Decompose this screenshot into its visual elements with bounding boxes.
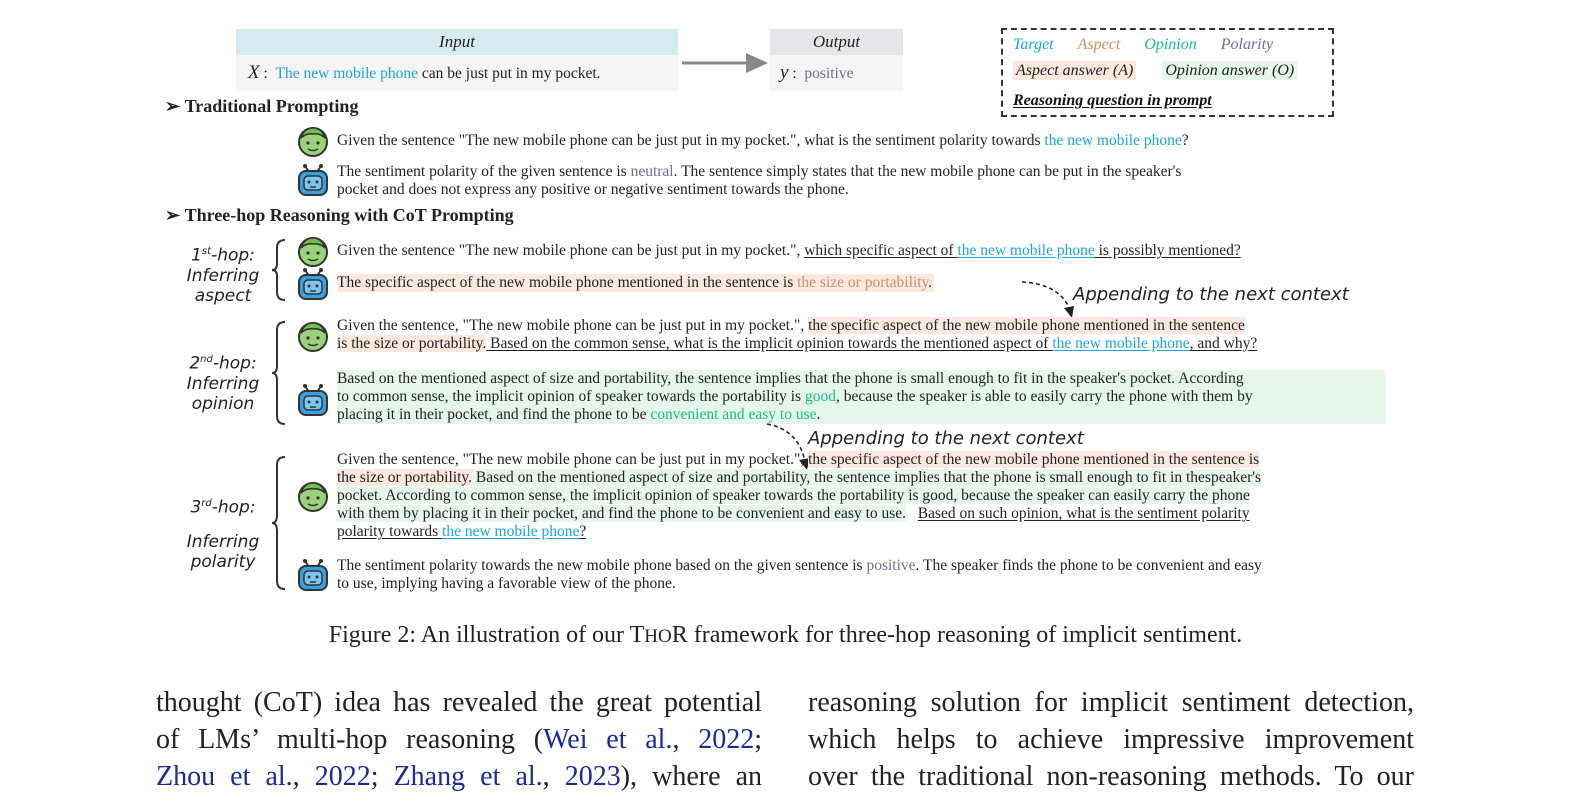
input-var: X [248, 62, 260, 83]
legend-aspect-answer: Aspect answer (A) [1013, 61, 1136, 80]
body-left-line-2: of LMs’ multi-hop reasoning (Wei et al., 2022; [156, 724, 762, 755]
append-label-2: Appending to the next context [808, 428, 1084, 449]
hop3-label: 3rd-hop: Inferring polarity [186, 497, 260, 572]
output-var: y [780, 62, 789, 83]
traditional-title: ➢ Traditional Prompting [165, 96, 359, 116]
body-right-line-3: over the traditional non-reasoning methods. To our [808, 761, 1414, 792]
robot-icon [296, 163, 330, 197]
body-right-line-2: which helps to achieve impressive improvement [808, 724, 1414, 755]
user-icon [296, 124, 330, 158]
legend-row-2 [1013, 62, 1297, 80]
robot-icon [296, 558, 330, 592]
user-icon [296, 479, 330, 513]
legend-reasoning-q: Reasoning question in prompt [1013, 92, 1212, 109]
citation-link[interactable]: Zhou et al. [156, 761, 293, 792]
output-colon: : [792, 65, 797, 82]
hop2-label: 2nd-hop: Inferring opinion [186, 353, 260, 414]
hop2-answer: Based on the mentioned aspect of size and portability, the sentence implies that the phone is small enough to fit in the speaker's pocket. According to common sense, the implicit opinion of speaker towards the portability is good, because the speaker is able to easily carry the phone with them by placing it in their pocket, and find the phone to be convenient and easy to use. [337, 370, 1385, 424]
input-colon: : [263, 65, 268, 82]
citation-link[interactable]: 2023 [564, 761, 621, 792]
hop1-brace [271, 238, 287, 302]
output-value: positive [804, 65, 854, 82]
figure-caption: Figure 2: An illustration of our THOR framework for three-hop reasoning of implicit sentiment. [328, 622, 1243, 648]
hop2-brace [271, 320, 287, 426]
citation-link[interactable]: 2022 [698, 724, 755, 755]
legend-polarity: Polarity [1220, 36, 1274, 53]
legend-row-1 [1013, 36, 1273, 54]
output-box [770, 29, 903, 91]
legend-box [1001, 28, 1334, 117]
body-left-line-3: Zhou et al., 2022; Zhang et al., 2023), where an [156, 761, 763, 792]
hop3-answer: The sentiment polarity towards the new mobile phone based on the given sentence is positive. The speaker finds the phone to be convenient and easy to use, implying having a favorable view of the phone. [337, 557, 1262, 592]
legend-row-3 [1013, 92, 1212, 110]
input-target: The new mobile phone [275, 65, 419, 82]
traditional-answer: The sentiment polarity of the given sentence is neutral. The sentence simply states that the new mobile phone can be put in the speaker's pocket and does not express any positive or negative sentiment towards the phone. [337, 163, 1182, 198]
body-right-column [808, 684, 1414, 795]
citation-link[interactable]: Wei et al. [543, 724, 673, 755]
append-arrow-1 [1020, 276, 1080, 320]
input-box [236, 29, 678, 91]
append-label-1: Appending to the next context [1073, 284, 1349, 305]
arrow-bullet-icon: ➢ [165, 205, 181, 225]
hop1-label: 1st-hop: Inferring aspect [186, 245, 260, 306]
output-row [770, 55, 903, 91]
hop2-question: Given the sentence, "The new mobile phone can be just put in my pocket.", the specific aspect of the new mobile phone mentioned in the sentence is the size or portability. Based on the common sense, what is the implicit opinion towards the mentioned aspect of the new mobile phone, and why? [337, 317, 1258, 352]
hop3-question: Given the sentence, "The new mobile phone can be just put in my pocket.", the specific aspect of the new mobile phone mentioned in the sentence is the size or portability. Based on the mentioned aspect of size and portability, the sentence implies that the phone is small enough to fit in thespeaker's pocket. According to common sense, the implicit opinion of speaker towards the portability is good, because the speaker can easily carry the phone with them by placing it in their pocket, and find the phone to be convenient and easy to use. Based on such opinion, what is the sentiment polarity polarity towards the new mobile phone? [337, 451, 1262, 540]
citation-link[interactable]: 2022 [314, 761, 371, 792]
legend-opinion-answer: Opinion answer (O) [1162, 61, 1297, 80]
legend-opinion: Opinion [1144, 36, 1197, 53]
body-left-line-1: thought (CoT) idea has revealed the great potential [156, 687, 762, 718]
hop1-answer: The specific aspect of the new mobile phone mentioned in the sentence is the size or portability. [337, 274, 933, 291]
io-arrow [680, 50, 770, 76]
body-left-column [156, 684, 762, 795]
input-sentence-row [236, 55, 678, 91]
user-icon [296, 319, 330, 353]
body-right-line-1: reasoning solution for implicit sentiment detection, [808, 687, 1414, 718]
traditional-question: Given the sentence "The new mobile phone can be just put in my pocket.", what is the sentiment polarity towards the new mobile phone? [337, 132, 1189, 149]
hop3-brace [271, 455, 287, 591]
input-header: Input [236, 29, 678, 55]
citation-link[interactable]: Zhang et al. [393, 761, 543, 792]
legend-aspect: Aspect [1077, 36, 1121, 53]
robot-icon [296, 267, 330, 301]
cot-title: ➢ Three-hop Reasoning with CoT Prompting [165, 205, 514, 225]
output-header: Output [770, 29, 903, 55]
input-rest: can be just put in my pocket. [418, 65, 601, 82]
robot-icon [296, 383, 330, 417]
legend-target: Target [1013, 36, 1054, 53]
arrow-bullet-icon: ➢ [165, 96, 181, 116]
hop1-question: Given the sentence "The new mobile phone can be just put in my pocket.", which specific aspect of the new mobile phone is possibly mentioned? [337, 242, 1241, 259]
user-icon [296, 234, 330, 268]
